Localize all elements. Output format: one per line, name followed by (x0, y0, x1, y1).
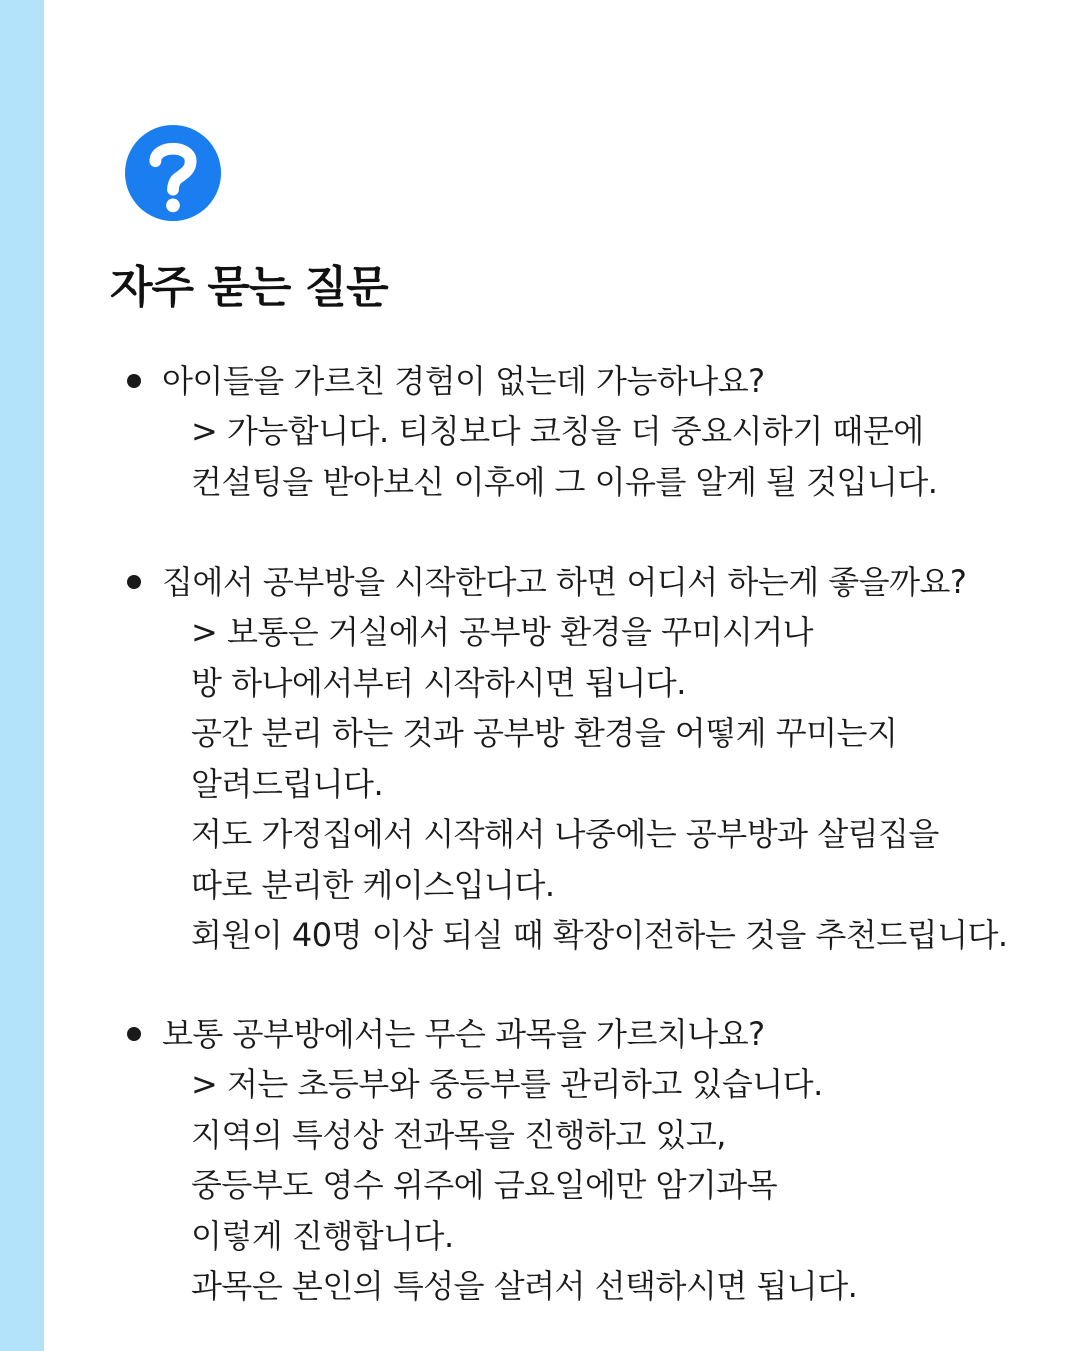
answer-line: > 가능합니다. 티칭보다 코칭을 더 중요시하기 때문에 (191, 412, 924, 450)
answer-line: 컨설팅을 받아보신 이후에 그 이유를 알게 될 것입니다. (191, 462, 938, 501)
bullet-dot (127, 575, 141, 589)
faq-item (124, 1009, 1064, 1312)
side-accent-strip (0, 0, 44, 1351)
answer-line: 지역의 특성상 전과목을 진행하고 있고, (191, 1115, 726, 1154)
faq-question-text: 보통 공부방에서는 무슨 과목을 가르치나요? (162, 1015, 765, 1053)
faq-item (124, 356, 1064, 507)
answer-line: 알려드립니다. (191, 764, 384, 803)
answer-line: > 저는 초등부와 중등부를 관리하고 있습니다. (191, 1065, 823, 1103)
faq-answer (124, 1059, 1064, 1312)
answer-line: 중등부도 영수 위주에 금요일에만 암기과목 (191, 1166, 778, 1204)
faq-question (124, 1009, 1064, 1059)
page-title: 자주 묻는 질문 (110, 262, 388, 313)
faq-question (124, 356, 1064, 406)
answer-line: 저도 가정집에서 시작해서 나중에는 공부방과 살림집을 (191, 815, 939, 853)
faq-item (124, 557, 1064, 961)
answer-line: 방 하나에서부터 시작하시면 됩니다. (191, 663, 686, 702)
answer-line: 회원이 40명 이상 되실 때 확장이전하는 것을 추천드립니다. (191, 916, 1008, 954)
faq-question-text: 집에서 공부방을 시작한다고 하면 어디서 하는게 좋을까요? (162, 563, 967, 601)
answer-line: 공간 분리 하는 것과 공부방 환경을 어떻게 꾸미는지 (191, 714, 898, 752)
faq-question (124, 557, 1064, 607)
faq-question-text: 아이들을 가르친 경험이 없는데 가능하나요? (162, 362, 765, 400)
answer-line: > 보통은 거실에서 공부방 환경을 꾸미시거나 (191, 613, 814, 651)
answer-line: 이렇게 진행합니다. (191, 1216, 454, 1255)
bullet-dot (127, 1027, 141, 1041)
faq-answer (124, 607, 1064, 961)
answer-line: 따로 분리한 케이스입니다. (191, 865, 555, 904)
faq-answer (124, 406, 1064, 507)
bullet-dot (127, 374, 141, 388)
answer-line: 과목은 본인의 특성을 살려서 선택하시면 됩니다. (191, 1267, 858, 1305)
question-circle-icon (124, 124, 222, 222)
